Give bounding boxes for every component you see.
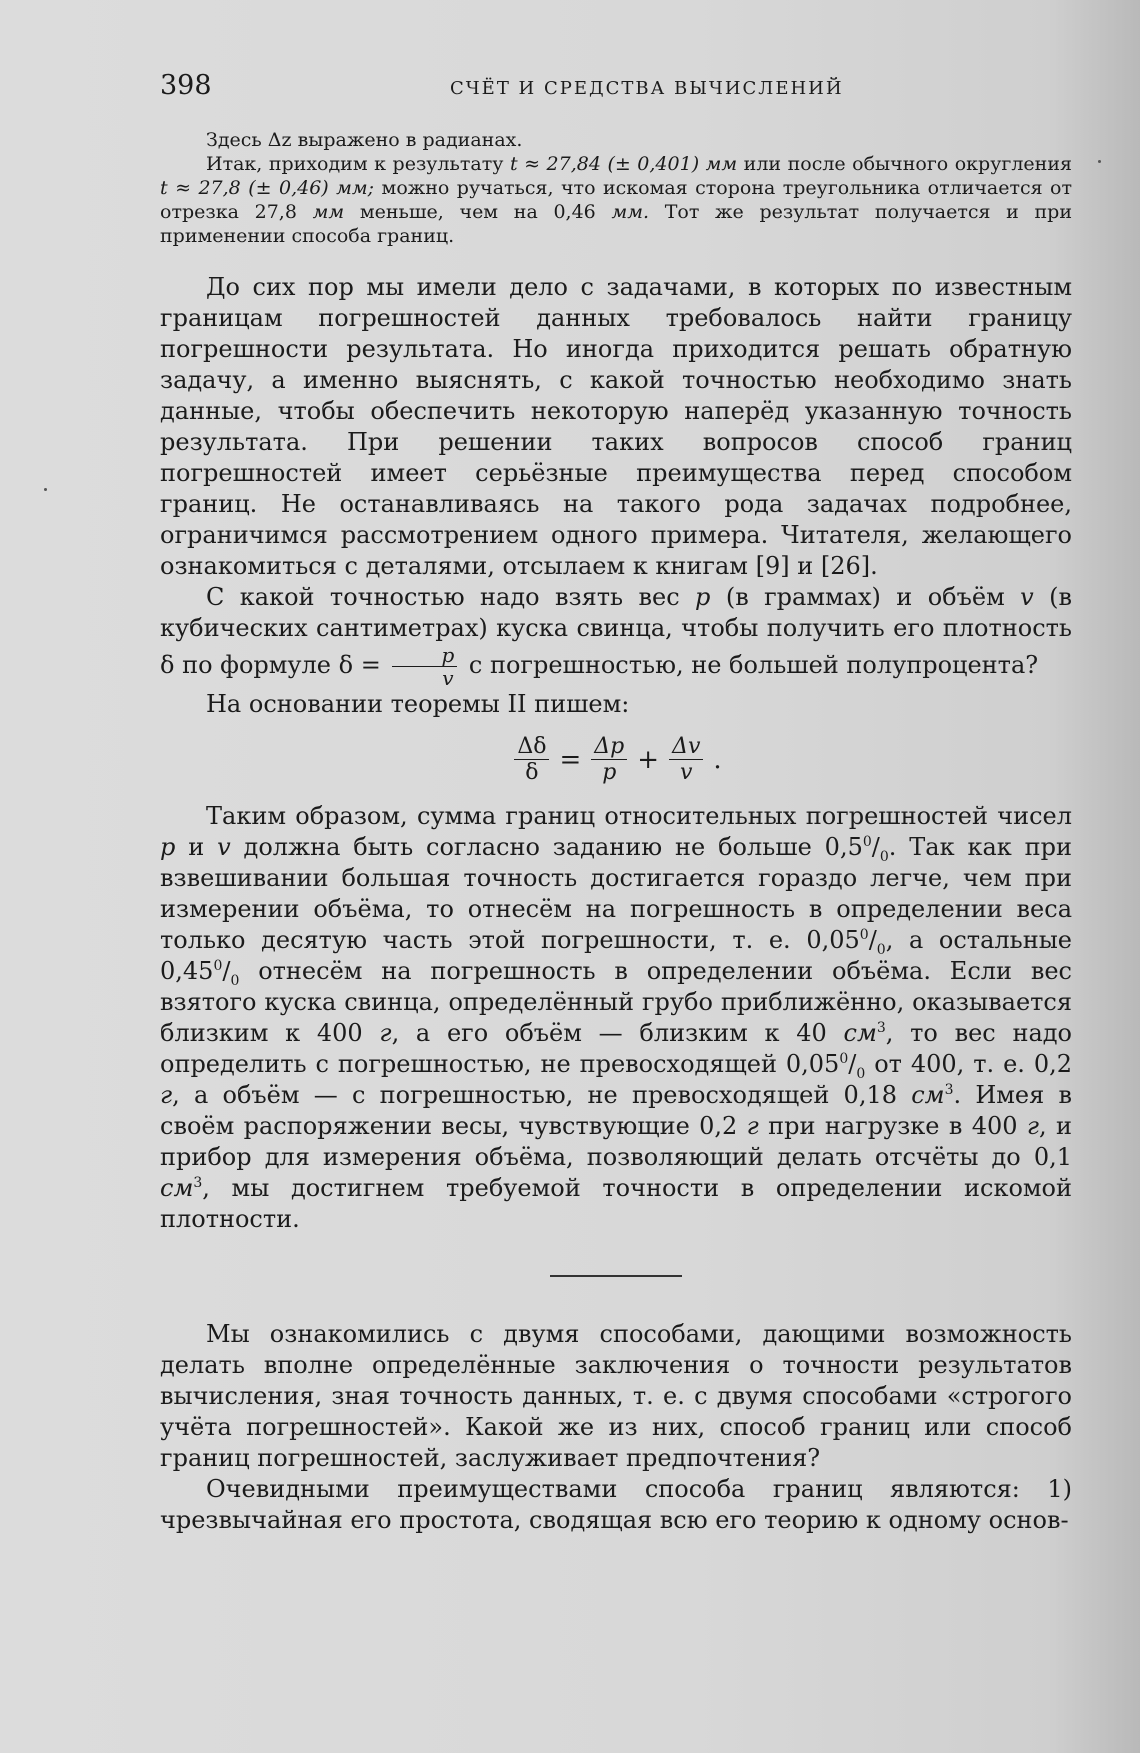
page-content [160,70,1072,1536]
body-paragraph: Очевидными преимуществами способа границ являются: 1) чрезвычайная его простота, сводящая всю его теорию к одному основ- [160,1475,1072,1534]
body-paragraph: С какой точностью надо взять вес p (в граммах) и объём v (в кубических сантиметрах) куска свинца, чтобы получить его плотность δ по формуле δ = $\frac{p}{v}$ с погрешностью, не большей полупроцента? [160,583,1072,690]
body-paragraph: На основании теоремы II пишем: [206,690,630,718]
density-fraction: $\frac{p}{v}$ [392,644,457,689]
formula-period: . [713,744,722,775]
body-paragraph: До сих пор мы имели дело с задачами, в которых по известным границам погрешностей данных требовалось найти границу погрешности результата. Но иногда приходится решать обратную задачу, а именно выяснять, с какой точностью необходимо знать данные, чтобы обеспечить некоторую наперёд указанную точность результата. При решении таких вопросов способ границ погрешностей имеет серьёзные преимущества перед способом границ. Не останавливаясь на такого рода задачах подробнее, ограничимся рассмотрением одного примера. Читателя, желающего ознакомиться с деталями, отсылаем к книгам [9] и [26]. [160,273,1072,580]
small-paragraph: Здесь Δz выражено в радианах. [206,129,523,151]
formula-lhs: $\frac{\Delta\delta}{\delta}$ [514,734,549,785]
running-head: СЧЁТ И СРЕДСТВА ВЫЧИСЛЕНИЙ [450,78,844,99]
page-header [160,70,1072,110]
body-paragraph: Мы ознакомились с двумя способами, дающими возможность делать вполне определённые заключения о точности результатов вычисления, зная точность данных, т. е. с двумя способами «строгого учёта погрешностей». Какой же из них, способ границ или способ границ погрешностей, заслуживает предпочтения? [160,1320,1072,1472]
formula-term-p: $\frac{\Delta p}{p}$ [591,734,627,785]
body-paragraph: Таким образом, сумма границ относительных погрешностей чисел p и v должна быть согласно заданию не больше $0,5^0/_0$. Так как при взвешивании большая точность достигается гораздо легче, чем при измерении объёма, то отнесём на погрешность в определении веса только десятую часть этой погрешности, т. е. $0,05^0/_0$, а остальные $0,45^0/_0$ отнесём на погрешность в определении объёма. Если вес взятого куска свинца, определённый грубо приближённо, оказывается близким к 400 г, а его объём — близким к 40 $см^3$, то вес надо определить с погрешностью, не превосходящей $0,05^0/_0$ от 400, т. е. 0,2 г, а объём — с погрешностью, не превосходящей 0,18 $см^3$. Имея в своём распоряжении весы, чувствующие 0,2 г при нагрузке в 400 г, и прибор для измерения объёма, позволяющий делать отсчёты до 0,1 $см^3$, мы достигнем требуемой точности в определении искомой плотности. [160,802,1073,1233]
section-divider [550,1275,682,1277]
scan-speck [1098,160,1101,163]
plus-sign: + [637,744,660,775]
page-number: 398 [160,70,212,101]
formula-term-v: $\frac{\Delta v}{v}$ [669,734,703,785]
equals-sign: = [559,744,582,775]
scan-speck [44,488,47,491]
relative-error-formula [160,734,1072,785]
spacer [160,248,1072,272]
small-paragraph: Итак, приходим к результату t ≈ 27,84 (± 0,401) мм или после обычного округления t ≈ 27,8 (± 0,46) мм; можно ручаться, что искомая сторона треугольника отличается от отрезка 27,8 мм меньше, чем на 0,46 мм. Тот же результат получается и при применении способа границ. [160,153,1073,247]
